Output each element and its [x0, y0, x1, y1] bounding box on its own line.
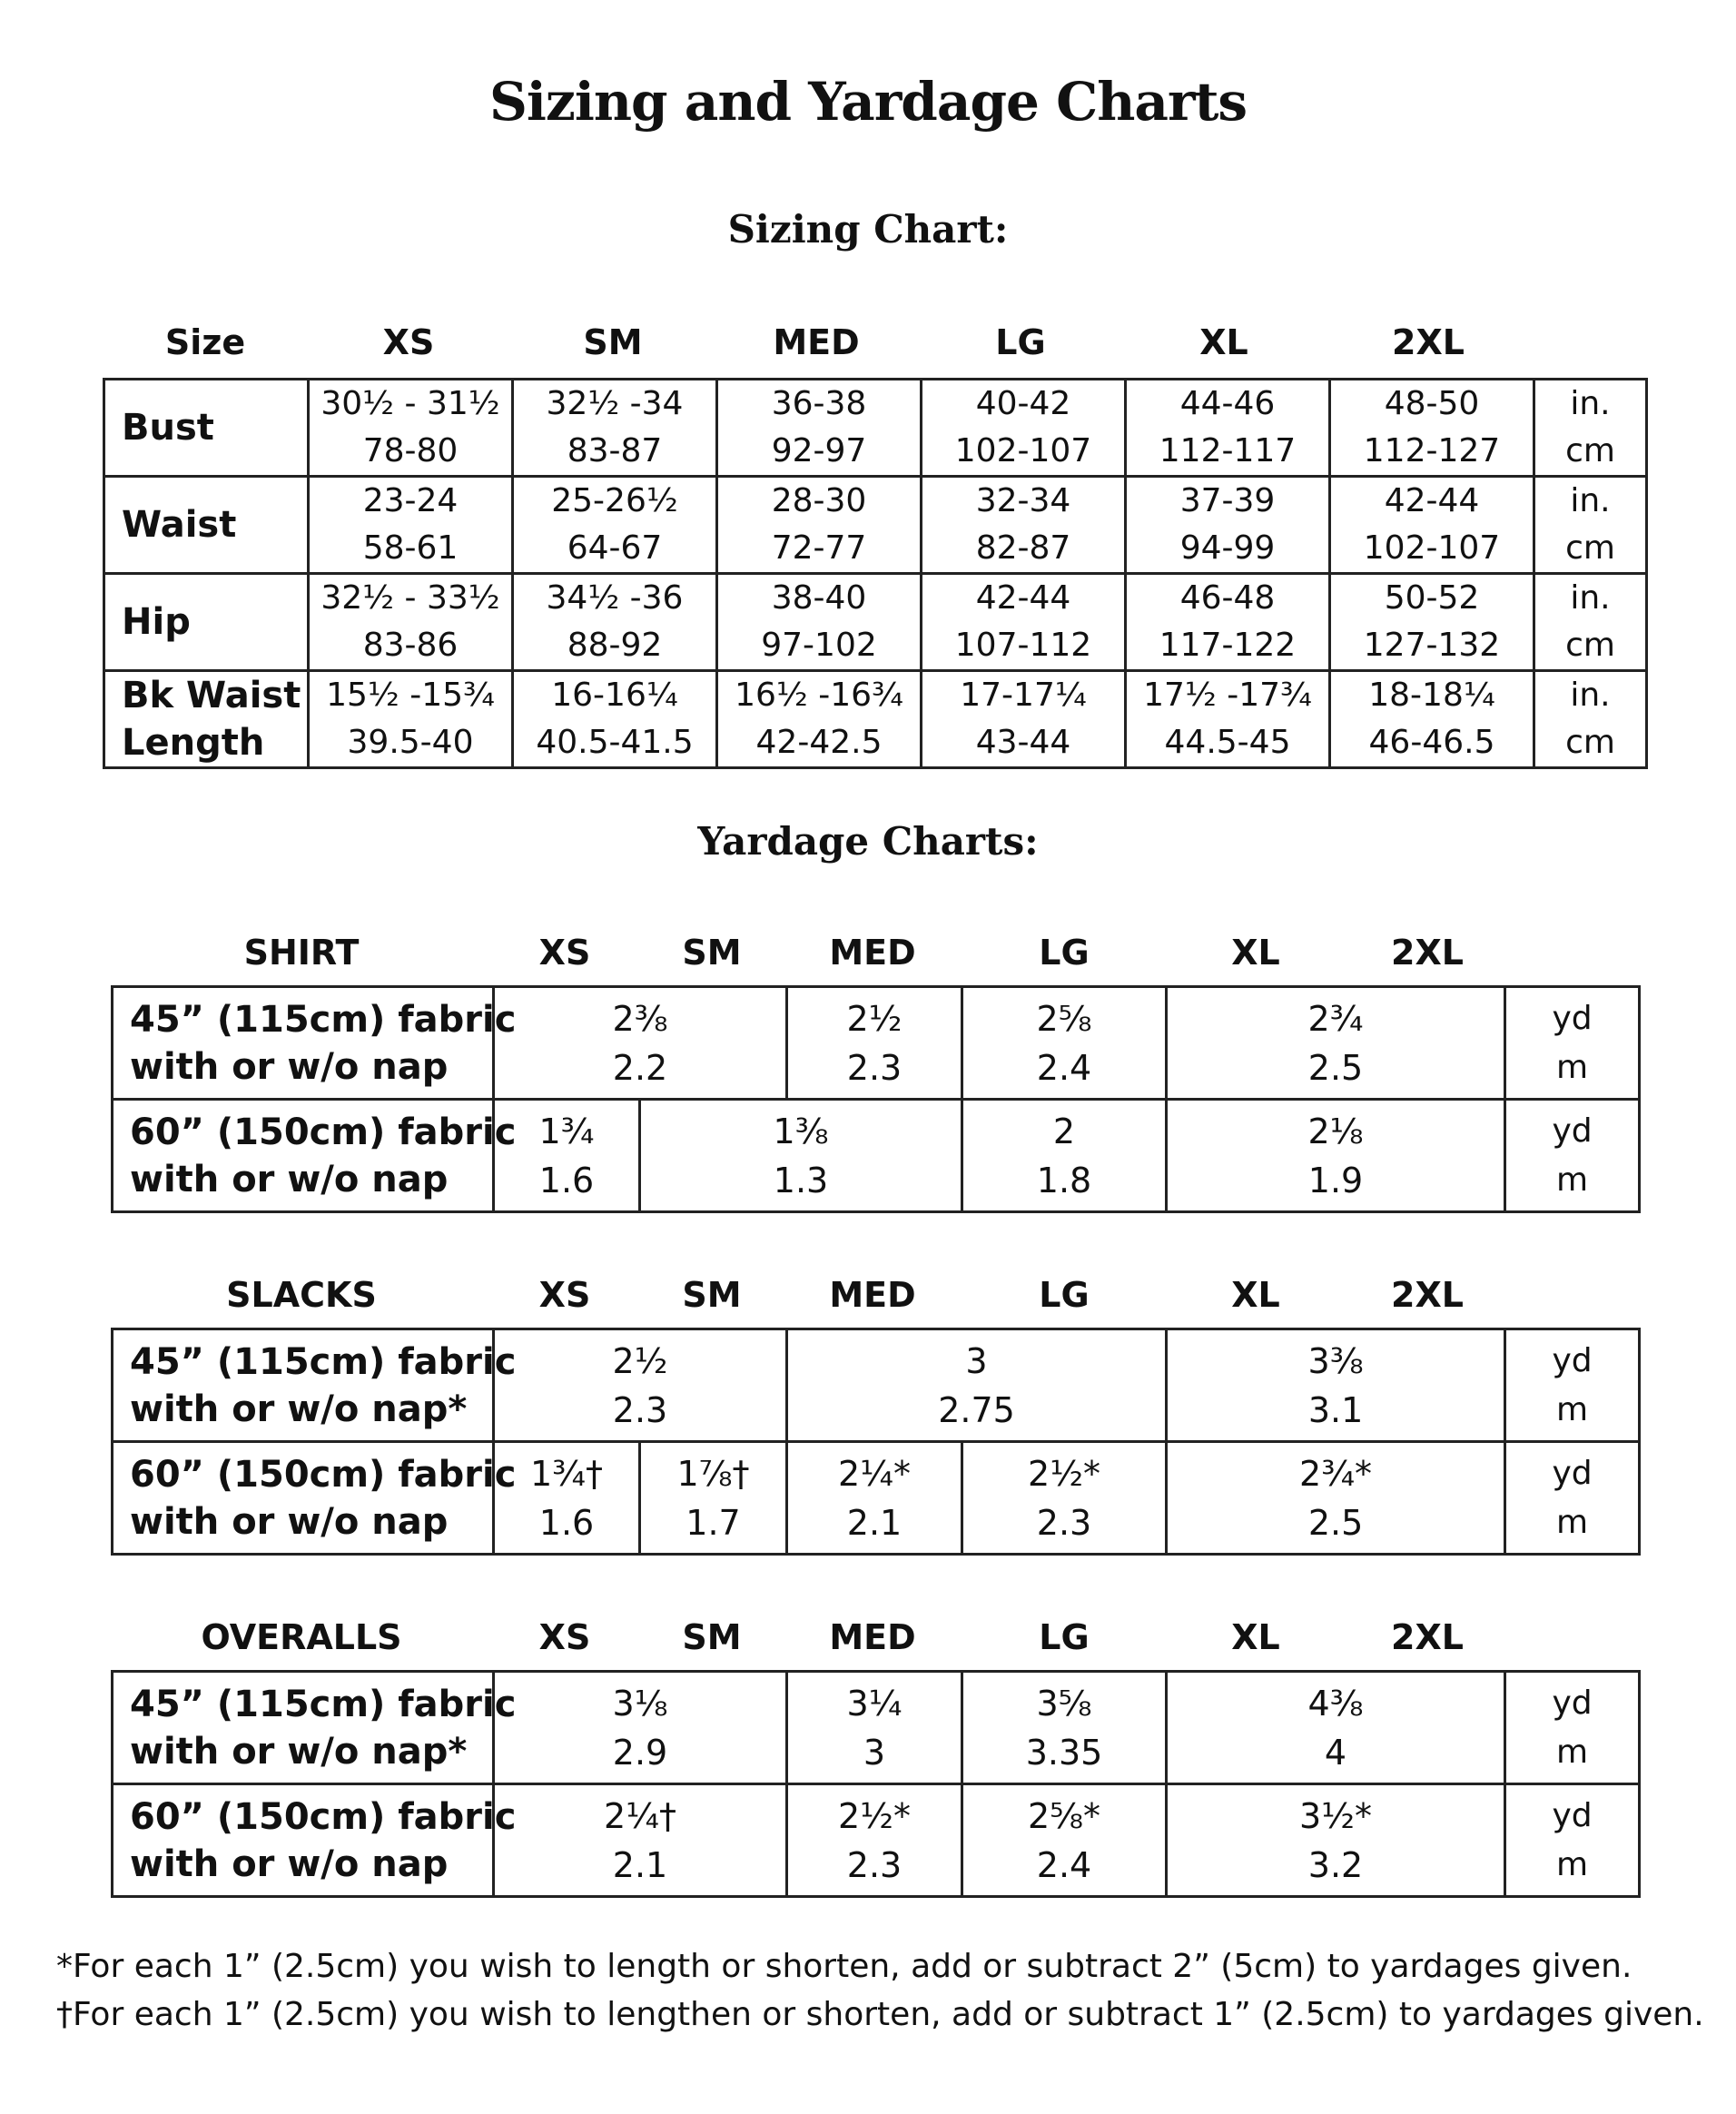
table-cell: 2⅝* 2.4	[962, 1784, 1167, 1897]
table-cell: 2 1.8	[962, 1100, 1167, 1212]
table-cell: 28-30 72-77	[717, 477, 922, 574]
size-header-sm: SM	[682, 933, 742, 973]
row-label-waist: Waist	[104, 477, 309, 574]
sizing-header-row	[0, 322, 1736, 368]
table-row	[113, 1329, 1640, 1442]
row-label-bk-waist-length: Bk Waist Length	[104, 671, 309, 768]
slacks-yardage-table	[111, 1328, 1641, 1556]
size-header-xs: XS	[538, 933, 591, 973]
unit-cell: yd m	[1505, 1100, 1640, 1212]
table-cell: 15½ -15¾ 39.5-40	[309, 671, 513, 768]
table-cell: 2½* 2.3	[962, 1442, 1167, 1555]
table-row	[104, 380, 1647, 477]
size-header-med: MED	[773, 322, 860, 362]
fabric-60-label: 60” (150cm) fabric with or w/o nap	[113, 1100, 494, 1212]
size-header-sm: SM	[682, 1617, 742, 1657]
size-column-label: Size	[164, 322, 246, 362]
table-cell: 34½ -36 88-92	[513, 574, 717, 671]
unit-cell: yd m	[1505, 987, 1640, 1100]
table-cell: 3 2.75	[787, 1329, 1167, 1442]
table-cell: 1⅞† 1.7	[640, 1442, 787, 1555]
table-cell: 48-50 112-127	[1330, 380, 1534, 477]
table-cell: 23-24 58-61	[309, 477, 513, 574]
table-row	[104, 477, 1647, 574]
table-cell: 2½ 2.3	[494, 1329, 787, 1442]
unit-cell: yd m	[1505, 1442, 1640, 1555]
table-cell: 32½ -34 83-87	[513, 380, 717, 477]
yardage-chart-heading: Yardage Charts:	[697, 819, 1039, 864]
row-label-hip: Hip	[104, 574, 309, 671]
footnote-asterisk: *For each 1” (2.5cm) you wish to length or shorten, add or subtract 2” (5cm) to yardages given.	[56, 1948, 1632, 1985]
table-cell: 42-44 107-112	[922, 574, 1126, 671]
table-row	[104, 671, 1647, 768]
table-cell: 32-34 82-87	[922, 477, 1126, 574]
size-header-med: MED	[829, 1617, 916, 1657]
size-header-2xl: 2XL	[1392, 322, 1465, 362]
overalls-yardage-table	[111, 1670, 1641, 1898]
table-cell: 30½ - 31½ 78-80	[309, 380, 513, 477]
size-header-med: MED	[829, 933, 916, 973]
garment-name-slacks: SLACKS	[226, 1275, 377, 1315]
table-cell: 40-42 102-107	[922, 380, 1126, 477]
size-header-2xl: 2XL	[1391, 933, 1464, 973]
footnote-dagger: †For each 1” (2.5cm) you wish to lengthen or shorten, add or subtract 1” (2.5cm) to yardages given.	[56, 1996, 1704, 2033]
unit-cell: in. cm	[1534, 380, 1647, 477]
table-row	[104, 574, 1647, 671]
table-cell: 2⅜ 2.2	[494, 987, 787, 1100]
table-cell: 38-40 97-102	[717, 574, 922, 671]
size-header-sm: SM	[583, 322, 643, 362]
table-cell: 16½ -16¾ 42-42.5	[717, 671, 922, 768]
table-cell: 1¾ 1.6	[494, 1100, 640, 1212]
size-header-xs: XS	[538, 1617, 591, 1657]
table-cell: 36-38 92-97	[717, 380, 922, 477]
size-header-lg: LG	[1039, 1617, 1090, 1657]
table-cell: 3¼ 3	[787, 1672, 962, 1784]
table-row	[113, 1442, 1640, 1555]
table-cell: 3½* 3.2	[1167, 1784, 1505, 1897]
unit-cell: in. cm	[1534, 574, 1647, 671]
table-cell: 1⅜ 1.3	[640, 1100, 962, 1212]
table-row	[113, 1672, 1640, 1784]
table-cell: 3⅜ 3.1	[1167, 1329, 1505, 1442]
garment-name-shirt: SHIRT	[243, 933, 360, 973]
fabric-60-label: 60” (150cm) fabric with or w/o nap	[113, 1784, 494, 1897]
table-cell: 2⅛ 1.9	[1167, 1100, 1505, 1212]
table-cell: 44-46 112-117	[1126, 380, 1330, 477]
table-cell: 25-26½ 64-67	[513, 477, 717, 574]
garment-name-overalls: OVERALLS	[201, 1617, 402, 1657]
fabric-45-label: 45” (115cm) fabric with or w/o nap	[113, 987, 494, 1100]
table-cell: 50-52 127-132	[1330, 574, 1534, 671]
overalls-header-row	[0, 1617, 1736, 1663]
size-header-xs: XS	[382, 322, 435, 362]
page-title: Sizing and Yardage Charts	[488, 71, 1248, 133]
table-cell: 2¼* 2.1	[787, 1442, 962, 1555]
table-cell: 42-44 102-107	[1330, 477, 1534, 574]
shirt-header-row	[0, 933, 1736, 978]
size-header-lg: LG	[1039, 933, 1090, 973]
size-header-xl: XL	[1231, 933, 1280, 973]
size-header-2xl: 2XL	[1391, 1617, 1464, 1657]
table-cell: 2½* 2.3	[787, 1784, 962, 1897]
unit-cell: in. cm	[1534, 671, 1647, 768]
table-cell: 18-18¼ 46-46.5	[1330, 671, 1534, 768]
table-cell: 17½ -17¾ 44.5-45	[1126, 671, 1330, 768]
size-header-xl: XL	[1231, 1617, 1280, 1657]
table-row	[113, 1100, 1640, 1212]
unit-cell: in. cm	[1534, 477, 1647, 574]
sizing-table	[103, 378, 1648, 769]
table-cell: 2¾ 2.5	[1167, 987, 1505, 1100]
size-header-lg: LG	[1039, 1275, 1090, 1315]
table-cell: 3⅝ 3.35	[962, 1672, 1167, 1784]
size-header-xl: XL	[1231, 1275, 1280, 1315]
unit-cell: yd m	[1505, 1329, 1640, 1442]
table-cell: 2¾* 2.5	[1167, 1442, 1505, 1555]
size-header-sm: SM	[682, 1275, 742, 1315]
size-header-lg: LG	[995, 322, 1046, 362]
row-label-bust: Bust	[104, 380, 309, 477]
shirt-yardage-table	[111, 985, 1641, 1213]
table-cell: 37-39 94-99	[1126, 477, 1330, 574]
unit-cell: yd m	[1505, 1784, 1640, 1897]
fabric-60-label: 60” (150cm) fabric with or w/o nap	[113, 1442, 494, 1555]
table-cell: 2⅝ 2.4	[962, 987, 1167, 1100]
table-cell: 32½ - 33½ 83-86	[309, 574, 513, 671]
table-cell: 16-16¼ 40.5-41.5	[513, 671, 717, 768]
table-row	[113, 1784, 1640, 1897]
size-header-2xl: 2XL	[1391, 1275, 1464, 1315]
fabric-45-label: 45” (115cm) fabric with or w/o nap*	[113, 1329, 494, 1442]
table-cell: 1¾† 1.6	[494, 1442, 640, 1555]
slacks-header-row	[0, 1275, 1736, 1320]
table-row	[113, 987, 1640, 1100]
table-cell: 4⅜ 4	[1167, 1672, 1505, 1784]
size-header-xl: XL	[1199, 322, 1248, 362]
table-cell: 3⅛ 2.9	[494, 1672, 787, 1784]
table-cell: 2¼† 2.1	[494, 1784, 787, 1897]
table-cell: 17-17¼ 43-44	[922, 671, 1126, 768]
fabric-45-label: 45” (115cm) fabric with or w/o nap*	[113, 1672, 494, 1784]
unit-cell: yd m	[1505, 1672, 1640, 1784]
sizing-chart-heading: Sizing Chart:	[727, 207, 1009, 252]
size-header-xs: XS	[538, 1275, 591, 1315]
table-cell: 2½ 2.3	[787, 987, 962, 1100]
size-header-med: MED	[829, 1275, 916, 1315]
table-cell: 46-48 117-122	[1126, 574, 1330, 671]
